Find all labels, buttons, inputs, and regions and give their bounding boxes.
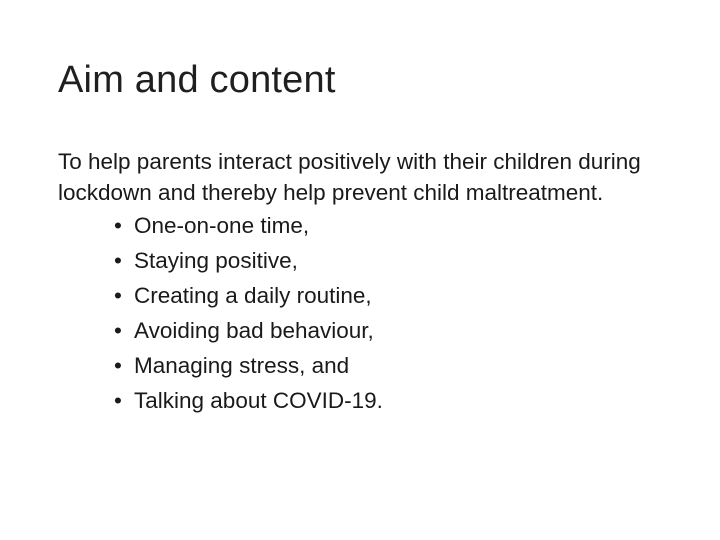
list-item (114, 243, 678, 278)
bullet-icon: • (114, 213, 122, 238)
list-item (114, 313, 678, 348)
list-item (114, 208, 678, 243)
bullet-list (58, 208, 678, 418)
slide-body (58, 146, 678, 418)
bullet-icon: • (114, 388, 122, 413)
bullet-icon: • (114, 248, 122, 273)
bullet-text: Creating a daily routine, (134, 283, 372, 308)
bullet-text: Avoiding bad behaviour, (134, 318, 374, 343)
list-item (114, 383, 678, 418)
list-item (114, 278, 678, 313)
bullet-icon: • (114, 318, 122, 343)
bullet-text: One-on-one time, (134, 213, 310, 238)
list-item (114, 348, 678, 383)
bullet-icon: • (114, 283, 122, 308)
bullet-icon: • (114, 353, 122, 378)
intro-paragraph: To help parents interact positively with their children during lockdown and thereby help prevent child maltreatment. (58, 149, 641, 205)
slide-title: Aim and content (58, 59, 336, 101)
bullet-text: Talking about COVID-19. (134, 388, 383, 413)
bullet-text: Managing stress, and (134, 353, 350, 378)
bullet-text: Staying positive, (134, 248, 298, 273)
